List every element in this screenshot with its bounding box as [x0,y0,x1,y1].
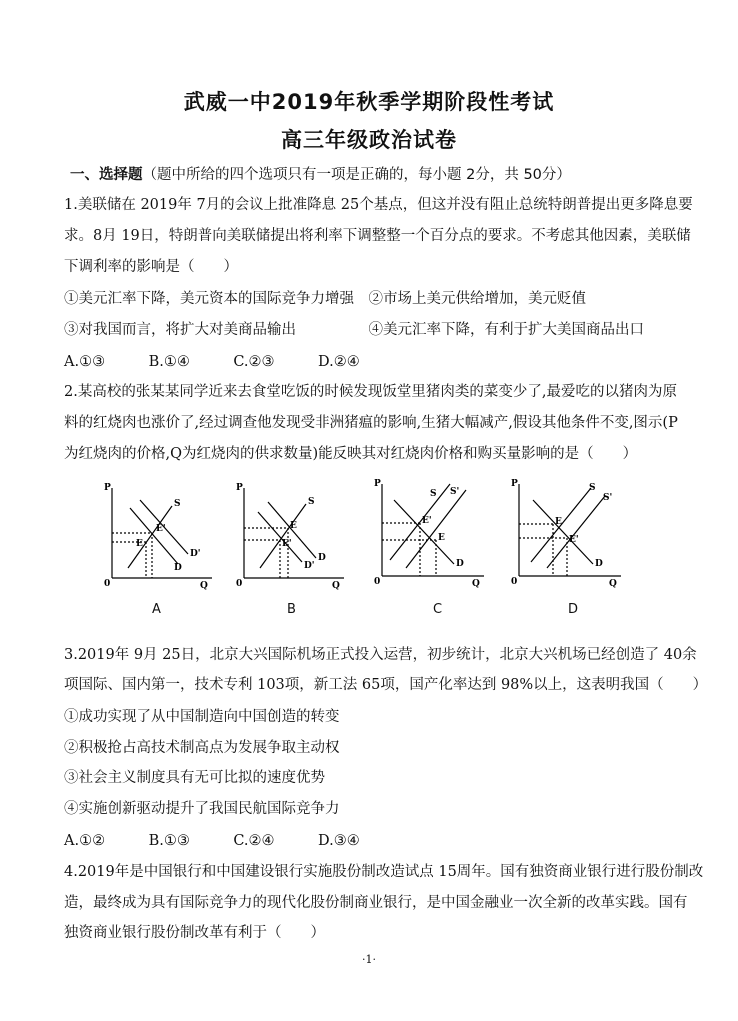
graph-c-label-origin: 0 [374,577,381,587]
graph-b-letter: B [287,602,296,617]
graph-a-label-e: E [136,539,143,549]
q4-line2: 造，最终成为具有国际竞争力的现代化股份制商业银行，是中国金融业一次全新的改革实践。国有 [64,895,688,911]
q4-line3: 独资商业银行股份制改革有利于（ ） [64,925,325,941]
q3-option-1: ①成功实现了从中国制造向中国创造的转变 [64,709,340,725]
q4-line1: 4.2019年是中国银行和中国建设银行实施股份制改造试点 15周年。国有独资商业银行进行股份制改 [64,864,704,880]
graph-b-label-e: E [290,521,297,531]
q1-choices: A.①③ B.①④ C.②③ D.②④ [64,354,360,370]
graph-c-label-d: D [456,559,464,569]
q2-line3: 为红烧肉的价格,Q为红烧肉的供求数量)能反映其对红烧肉价格和购买量影响的是（ ） [64,446,638,462]
graph-d-label-s: S [589,483,596,493]
graph-c [370,476,495,590]
q3-option-3: ③社会主义制度具有无可比拟的速度优势 [64,770,325,786]
graph-a-label-d-prime: D' [190,549,201,559]
graph-b-label-p: P [236,483,243,493]
graph-d-label-origin: 0 [511,577,518,587]
q1-line1: 1.美联储在 2019年 7月的会议上批准降息 25个基点，但这并没有阻止总统特朗普提出更多降息要 [64,197,693,213]
graph-d-label-e: E [555,517,562,527]
graph-b [232,478,357,592]
page-number: ·1· [362,953,376,966]
q3-option-4: ④实施创新驱动提升了我国民航国际竞争力 [64,801,340,817]
q1-options-line2: ③对我国而言，将扩大对美商品输出 ④美元汇率下降，有利于扩大美国商品出口 [64,322,644,338]
graph-d-label-d: D [595,559,603,569]
q1-line2: 求。8月 19日，特朗普向美联储提出将利率下调整整一个百分点的要求。不考虑其他因素，美联储 [64,228,691,244]
graph-d-label-s-prime: S' [603,493,613,503]
graph-c-label-e: E [438,533,445,543]
section-note: （题中所给的四个选项只有一项是正确的，每小题 2分，共 50分） [142,167,571,183]
section-heading [70,163,571,184]
graph-d-label-e-prime: E' [569,535,579,545]
graph-b-label-e-prime: E' [282,539,292,549]
graph-b-label-origin: 0 [236,579,243,589]
graph-a-label-s: S [174,499,181,509]
q3-line2: 项国际、国内第一，技术专利 103项，新工法 65项，国产化率达到 98%以上，这表明我国（ ） [64,677,708,693]
q1-options-line1: ①美元汇率下降，美元资本的国际竞争力增强 ②市场上美元供给增加，美元贬值 [64,291,586,307]
graph-c-label-q: Q [472,579,480,589]
graph-a-label-p: P [104,483,111,493]
graph-b-label-d: D [318,553,326,563]
graph-a [100,478,225,592]
graph-c-label-s-prime: S' [450,487,460,497]
exam-title: 武威一中2019年秋季学期阶段性考试 [183,90,555,114]
graph-d-label-p: P [511,479,518,489]
graph-b-label-q: Q [332,581,340,591]
graph-c-label-e-prime: E' [422,516,432,526]
q2-line2: 料的红烧肉也涨价了,经过调查他发现受非洲猪瘟的影响,生猪大幅减产,假设其他条件不变,图示(P [64,415,678,431]
q2-line1: 2.某高校的张某某同学近来去食堂吃饭的时候发现饭堂里猪肉类的菜变少了,最爱吃的以猪肉为原 [64,384,677,400]
graph-a-label-q: Q [200,581,208,591]
q3-option-2: ②积极抢占高技术制高点为发展争取主动权 [64,740,340,756]
q3-line1: 3.2019年 9月 25日，北京大兴国际机场正式投入运营，初步统计，北京大兴机场已经创造了 40余 [64,647,697,663]
q3-choices: A.①② B.①③ C.②④ D.③④ [64,833,360,849]
graph-c-label-p: P [374,479,381,489]
graph-a-letter: A [152,602,161,617]
graph-b-label-d-prime: D' [304,561,315,571]
graph-a-label-d: D [174,563,182,573]
q1-line3: 下调利率的影响是（ ） [64,259,238,275]
graph-d-label-q: Q [609,579,617,589]
graph-d [507,476,632,590]
graph-c-label-s: S [430,489,437,499]
graph-c-letter: C [433,602,443,617]
graph-a-label-e-prime: E' [156,524,166,534]
exam-subtitle: 高三年级政治试卷 [281,128,457,152]
graph-d-letter: D [568,602,579,617]
graph-b-label-s: S [308,497,315,507]
section-title: 一、选择题 [70,167,143,183]
graph-a-label-origin: 0 [104,579,111,589]
